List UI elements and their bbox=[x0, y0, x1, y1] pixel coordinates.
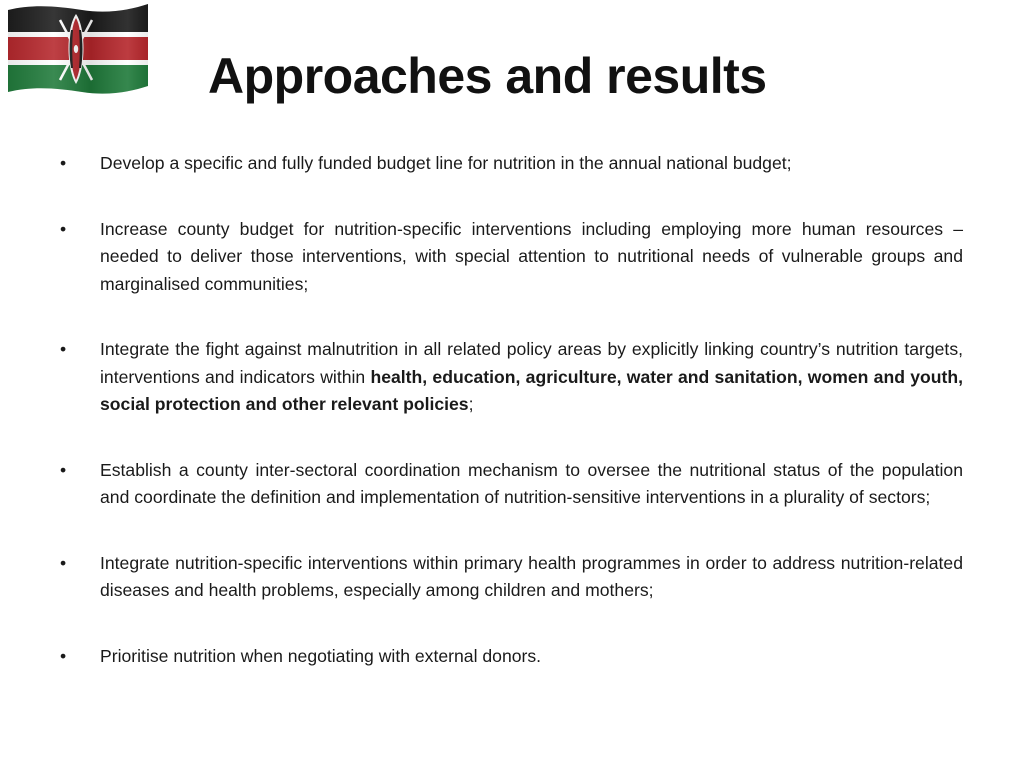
bullet-text: Integrate nutrition-specific interventions within primary health programmes in order to address nutrition-related diseases and health problems, especially among children and mothers; bbox=[100, 552, 963, 600]
bullet-marker: • bbox=[60, 552, 67, 573]
bullet-text: Establish a county inter-sectoral coordination mechanism to oversee the nutritional status of the population and coordinate the definition and implementation of nutrition-sensitive interventions in a plurality of sectors; bbox=[100, 459, 963, 507]
bullet-text: Increase county budget for nutrition-specific interventions including employing more human resources – needed to deliver those interventions, with special attention to nutritional needs of vulnerable groups and marginalised communities; bbox=[100, 218, 963, 294]
bullet-item bbox=[60, 643, 963, 671]
bullet-item bbox=[60, 457, 963, 512]
bullet-text: Prioritise nutrition when negotiating with external donors. bbox=[100, 645, 542, 666]
bullet-list bbox=[60, 150, 963, 670]
bullet-item bbox=[60, 550, 963, 605]
bullet-item bbox=[60, 216, 963, 299]
bullet-text-bold: health, education, agriculture, water and sanitation, women and youth, social protection and other relevant policies bbox=[100, 366, 963, 414]
kenya-flag-icon bbox=[2, 2, 150, 94]
bullet-item bbox=[60, 336, 963, 419]
bullet-marker: • bbox=[60, 153, 67, 173]
bullet-marker: • bbox=[60, 339, 67, 359]
bullet-text: ; bbox=[468, 394, 474, 414]
bullet-marker: • bbox=[60, 218, 67, 239]
bullet-text: Integrate the fight against malnutrition in all related policy areas by explicitly linking country’s nutrition targets, interventions and indicators within bbox=[100, 339, 963, 387]
bullet-text: Develop a specific and fully funded budget line for nutrition in the annual national budget; bbox=[100, 153, 792, 173]
bullet-item bbox=[60, 150, 963, 178]
slide-title: Approaches and results bbox=[208, 48, 767, 104]
bullet-marker: • bbox=[60, 459, 67, 480]
bullet-marker: • bbox=[60, 645, 67, 666]
